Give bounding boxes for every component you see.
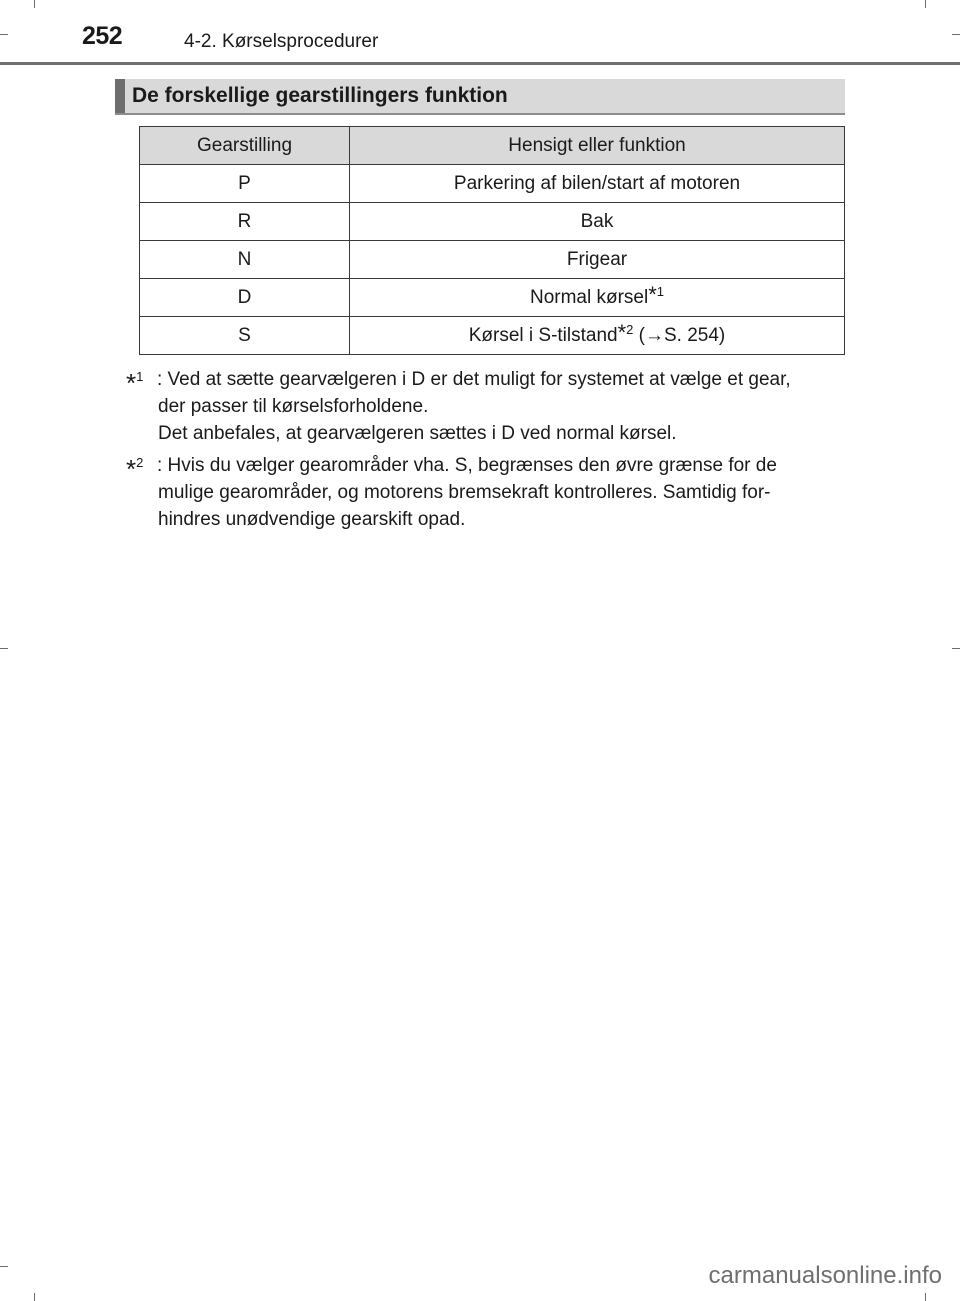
footnote-2 xyxy=(126,452,840,533)
footnote-ref xyxy=(617,319,634,345)
table-row xyxy=(140,241,845,279)
gear-cell: S xyxy=(140,317,350,355)
footnote-1 xyxy=(126,366,840,447)
table-row xyxy=(140,165,845,203)
function-cell: Bak xyxy=(350,203,845,241)
footnote-line: : Hvis du vælger gearområder vha. S, begrænses den øvre grænse for de xyxy=(157,455,777,476)
footnote-line: Det anbefales, at gearvælgeren sættes i D ved normal kørsel. xyxy=(158,423,677,444)
crop-mark xyxy=(0,1266,8,1267)
function-cell xyxy=(350,317,845,355)
gear-cell: D xyxy=(140,279,350,317)
function-text: Kørsel i S-tilstand xyxy=(468,324,618,346)
crop-mark xyxy=(952,648,960,649)
crop-mark xyxy=(925,1293,926,1301)
crop-mark xyxy=(0,648,8,649)
footnote-line: der passer til kørselsforholdene. xyxy=(158,396,429,417)
header-rule xyxy=(0,62,960,65)
function-cell: Frigear xyxy=(350,241,845,279)
gear-cell: N xyxy=(140,241,350,279)
gear-cell: P xyxy=(140,165,350,203)
gear-table xyxy=(139,126,845,355)
column-header-gear: Gearstilling xyxy=(140,127,350,165)
section-heading xyxy=(115,79,845,115)
section-title: 4-2. Kørselsprocedurer xyxy=(184,31,379,52)
footnote-ref-number: 1 xyxy=(656,283,665,299)
asterisk-icon: * xyxy=(126,368,137,398)
footnote-body xyxy=(158,452,840,533)
watermark: carmanualsonline.info xyxy=(708,1262,942,1289)
page-number: 252 xyxy=(82,22,123,50)
footnote-marker xyxy=(126,366,143,397)
crop-mark xyxy=(34,1293,35,1301)
asterisk-icon: * xyxy=(126,454,137,484)
page-header xyxy=(0,0,960,66)
function-cell xyxy=(350,279,845,317)
table-row xyxy=(140,317,845,355)
heading-text: De forskellige gearstillingers funktion xyxy=(132,84,508,107)
asterisk-icon: * xyxy=(617,319,627,345)
asterisk-icon: * xyxy=(648,281,657,307)
page-reference: (→S. 254) xyxy=(633,324,726,346)
function-cell: Parkering af bilen/start af motoren xyxy=(350,165,845,203)
footnote-marker xyxy=(126,452,143,483)
heading-accent xyxy=(115,79,125,113)
function-text: Normal kørsel xyxy=(529,286,649,308)
footnote-ref-number: 2 xyxy=(626,321,634,337)
gear-cell: R xyxy=(140,203,350,241)
table-row xyxy=(140,203,845,241)
footnote-line: hindres unødvendige gearskift opad. xyxy=(158,509,466,530)
column-header-function: Hensigt eller funktion xyxy=(350,127,845,165)
footnote-number: 2 xyxy=(136,455,144,470)
table-header-row xyxy=(140,127,845,165)
footnote-ref xyxy=(648,281,665,307)
footnote-body xyxy=(158,366,840,447)
footnote-line: : Ved at sætte gearvælgeren i D er det muligt for systemet at vælge et gear, xyxy=(157,369,791,390)
table-row xyxy=(140,279,845,317)
footnote-number: 1 xyxy=(136,369,144,384)
footnote-line: mulige gearområder, og motorens bremsekraft kontrolleres. Samtidig for- xyxy=(158,482,771,503)
